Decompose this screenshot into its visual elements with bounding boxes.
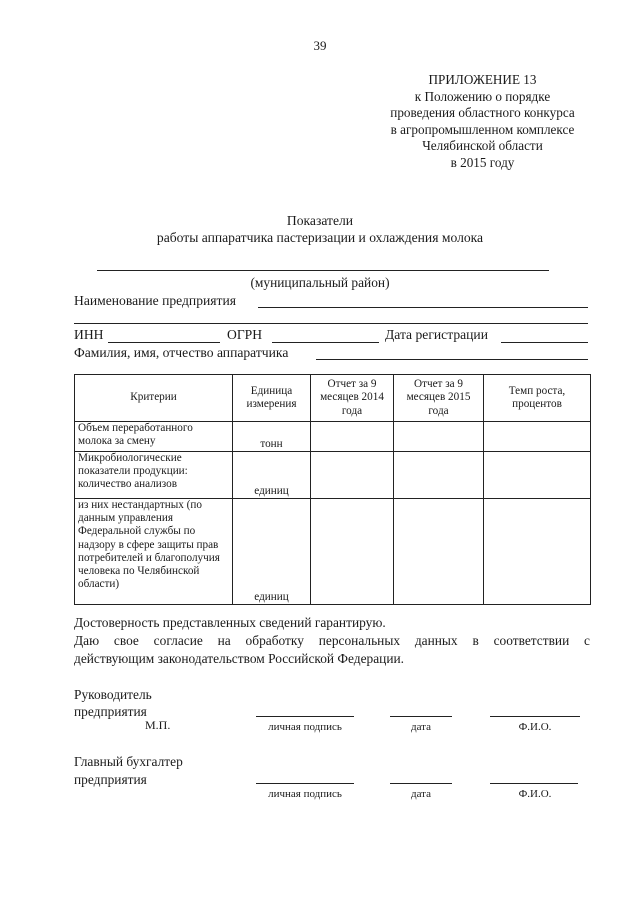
municipal-caption: (муниципальный район) (250, 275, 390, 290)
ogrn-line[interactable] (272, 342, 379, 343)
table-row (75, 422, 591, 452)
enterprise-name-line[interactable] (258, 307, 588, 308)
operator-name-line[interactable] (316, 359, 588, 360)
ogrn-label: ОГРН (227, 327, 263, 342)
date-caption: дата (410, 788, 432, 800)
consent-statement-line2: действующим законодательством Российской Федерации. (74, 651, 405, 666)
date-caption: дата (410, 721, 432, 733)
head-title-line2: предприятия (74, 704, 147, 719)
header-report-2014: Отчет за 9 месяцев 2014 года (311, 375, 394, 422)
header-unit: Единица измерения (233, 375, 311, 422)
value-cell-2014[interactable] (311, 452, 394, 499)
reliability-statement: Достоверность представленных сведений гарантирую. (74, 615, 386, 630)
personal-signature-caption: личная подпись (268, 721, 342, 733)
page-number: 39 (313, 38, 327, 53)
accountant-title-line1: Главный бухгалтер (74, 754, 183, 769)
header-report-2015: Отчет за 9 месяцев 2015 года (394, 375, 484, 422)
appendix-line: проведения областного конкурса (390, 105, 575, 121)
appendix-title: ПРИЛОЖЕНИЕ 13 (428, 72, 537, 87)
value-cell-2014[interactable] (311, 422, 394, 452)
accountant-title-line2: предприятия (74, 772, 147, 787)
personal-signature-caption: личная подпись (268, 788, 342, 800)
header-growth-rate: Темп роста, процентов (484, 375, 591, 422)
unit-cell: единиц (233, 499, 311, 605)
document-title (0, 212, 640, 246)
criteria-cell: Объем переработанного молока за смену (75, 422, 233, 452)
value-cell-2015[interactable] (394, 499, 484, 605)
criteria-cell: Микробиологические показатели продукции: количество анализов (75, 452, 233, 499)
head-signature-line[interactable] (256, 716, 354, 717)
inn-label: ИНН (74, 327, 104, 342)
header-criteria: Критерии (75, 375, 233, 422)
consent-statement-line1: Даю свое согласие на обработку персональных данных в соответствии с (74, 633, 590, 648)
table-row (75, 499, 591, 605)
document-title-line2: работы аппаратчика пастеризации и охлаждения молока (156, 230, 484, 245)
growth-cell[interactable] (484, 452, 591, 499)
head-title-line1: Руководитель (74, 687, 152, 702)
enterprise-label: Наименование предприятия (74, 293, 236, 308)
operator-label: Фамилия, имя, отчество аппаратчика (74, 345, 289, 360)
stamp-place: М.П. (145, 718, 171, 732)
growth-cell[interactable] (484, 422, 591, 452)
growth-cell[interactable] (484, 499, 591, 605)
unit-cell: тонн (233, 422, 311, 452)
criteria-cell: из них нестандартных (по данным управления Федеральной службы по надзору в сфере защиты прав потребителей и благополучия человека по Челябинской области) (75, 499, 233, 605)
municipal-district-line[interactable] (97, 270, 549, 271)
value-cell-2015[interactable] (394, 422, 484, 452)
inn-line[interactable] (108, 342, 220, 343)
criteria-table (74, 374, 591, 605)
value-cell-2014[interactable] (311, 499, 394, 605)
table-row (75, 452, 591, 499)
value-cell-2015[interactable] (394, 452, 484, 499)
appendix-line: в 2015 году (450, 154, 515, 170)
head-date-line[interactable] (390, 716, 452, 717)
appendix-line: Челябинской области (422, 138, 543, 154)
appendix-line: в агропромышленном комплексе (390, 121, 575, 137)
accountant-name-line[interactable] (490, 783, 578, 784)
accountant-date-line[interactable] (390, 783, 452, 784)
registration-date-line[interactable] (501, 342, 588, 343)
table-header-row (75, 375, 591, 422)
accountant-signature-line[interactable] (256, 783, 354, 784)
appendix-line: к Положению о порядке (414, 88, 551, 104)
document-title-line1: Показатели (286, 213, 354, 228)
full-name-caption: Ф.И.О. (518, 788, 552, 800)
unit-cell: единиц (233, 452, 311, 499)
full-name-caption: Ф.И.О. (518, 721, 552, 733)
enterprise-name-line-2[interactable] (74, 323, 588, 324)
appendix-header (355, 72, 610, 172)
registration-date-label: Дата регистрации (385, 327, 488, 342)
head-name-line[interactable] (490, 716, 580, 717)
